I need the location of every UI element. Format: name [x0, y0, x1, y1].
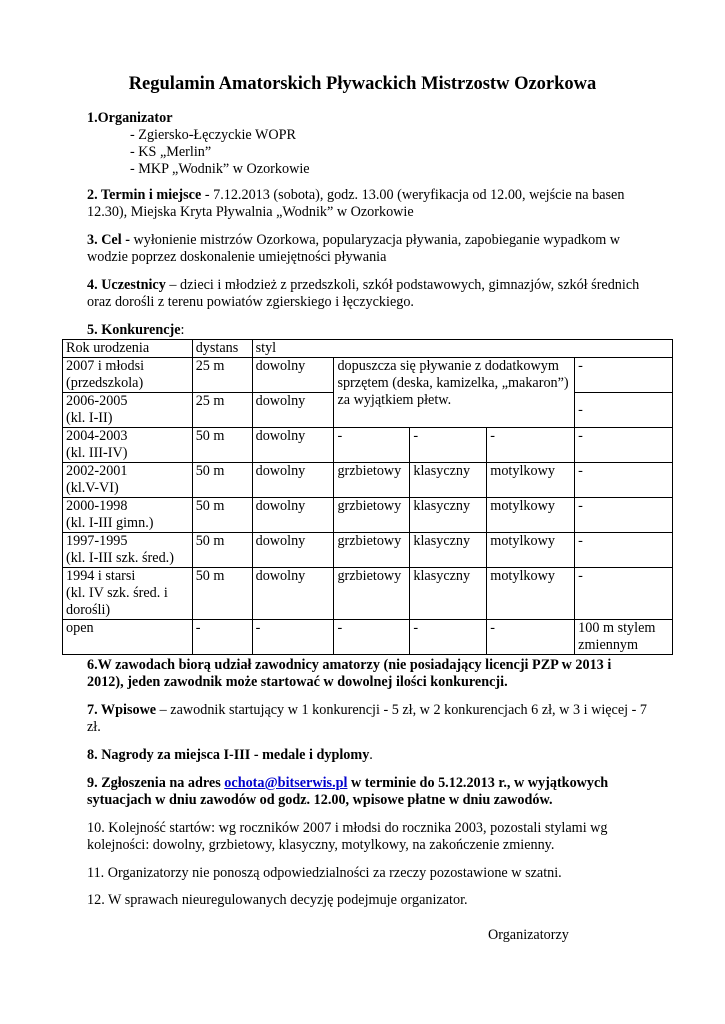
organizer-item: - MKP „Wodnik” w Ozorkowie [130, 161, 310, 177]
signature: Organizatorzy [488, 927, 569, 943]
cell-style: grzbietowy [334, 533, 410, 568]
section-5-label: 5. Konkurencje: [87, 322, 185, 338]
cell-style: dowolny [252, 428, 334, 463]
cell-style: motylkowy [487, 498, 575, 533]
cell-equipment-note: dopuszcza się pływanie z dodatkowym sprzętem (deska, kamizelka, „makaron”) za wyjątkiem płetw. [334, 358, 575, 428]
cell-medley: - [575, 463, 673, 498]
cell-style: grzbietowy [334, 498, 410, 533]
section-12: 12. W sprawach nieuregulowanych decyzję podejmuje organizator. [87, 892, 468, 908]
cell-style: dowolny [252, 463, 334, 498]
cell-medley: - [575, 533, 673, 568]
section-3-text: wyłonienie mistrzów Ozorkowa, popularyzacja pływania, zapobieganie wypadkom w wodzie poprzez doskonalenie umiejętności pływania [87, 232, 621, 265]
cell-medley: - [575, 358, 673, 393]
section-8-label: 8. Nagrody za miejsca I-III - medale i dyplomy [87, 747, 370, 763]
section-7 [87, 702, 647, 736]
cell-distance: 50 m [192, 428, 252, 463]
cell-distance: 25 m [192, 393, 252, 428]
cell-year: 2004-2003 (kl. III-IV) [63, 428, 193, 463]
cell-style: - [334, 428, 410, 463]
table-row [63, 568, 673, 620]
section-7-label: 7. Wpisowe [87, 702, 157, 718]
header-style: styl [252, 340, 672, 358]
section-6: 6.W zawodach biorą udział zawodnicy amatorzy (nie posiadający licencji PZP w 2013 i 2012), jeden zawodnik może startować w dowolnej ilości konkurencji. [87, 657, 612, 690]
cell-style: dowolny [252, 358, 334, 393]
cell-style: - [410, 620, 487, 655]
organizer-item: - KS „Merlin” [130, 144, 212, 160]
cell-style: - [410, 428, 487, 463]
cell-medley: 100 m stylem zmiennym [575, 620, 673, 655]
section-2-label: 2. Termin i miejsce [87, 187, 202, 203]
table-row [63, 428, 673, 463]
cell-distance: 50 m [192, 463, 252, 498]
cell-distance: - [192, 620, 252, 655]
header-year: Rok urodzenia [63, 340, 193, 358]
competitions-table [62, 339, 673, 655]
section-4-text: – dzieci i młodzież z przedszkoli, szkół podstawowych, gimnazjów, szkół średnich oraz dorośli z terenu powiatów zgierskiego i łęczyckiego. [87, 277, 640, 310]
table-row [63, 533, 673, 568]
table-row [63, 358, 673, 393]
cell-style: klasyczny [410, 533, 487, 568]
section-2-text: - 7.12.2013 (sobota), godz. 13.00 (weryfikacja od 12.00, wejście na basen 12.30), Miejska Kryta Pływalnia „Wodnik” w Ozorkowie [87, 187, 625, 220]
document-title: Regulamin Amatorskich Pływackich Mistrzostw Ozorkowa [128, 74, 597, 94]
cell-year: 1994 i starsi (kl. IV szk. śred. i dorośli) [63, 568, 193, 620]
cell-style: motylkowy [487, 533, 575, 568]
email-link[interactable]: ochota@bitserwis.pl [224, 775, 348, 791]
table-row [63, 498, 673, 533]
cell-style: klasyczny [410, 568, 487, 620]
table-header-row [63, 340, 673, 358]
cell-year: open [63, 620, 193, 655]
cell-year: 2000-1998 (kl. I-III gimn.) [63, 498, 193, 533]
cell-style: motylkowy [487, 463, 575, 498]
cell-style: - [487, 620, 575, 655]
cell-medley: - [575, 498, 673, 533]
cell-style: - [487, 428, 575, 463]
cell-distance: 50 m [192, 568, 252, 620]
cell-style: motylkowy [487, 568, 575, 620]
cell-style: - [334, 620, 410, 655]
cell-distance: 25 m [192, 358, 252, 393]
section-11: 11. Organizatorzy nie ponoszą odpowiedzialności za rzeczy pozostawione w szatni. [87, 865, 562, 881]
section-10: 10. Kolejność startów: wg roczników 2007 i młodsi do rocznika 2003, pozostali stylami wg kolejności: dowolny, grzbietowy, klasyczny, motylkowy, na zakończenie zmienny. [87, 820, 608, 853]
section-7-text: – zawodnik startujący w 1 konkurencji - 5 zł, w 2 konkurencjach 6 zł, w 3 i więcej - 7 zł. [87, 702, 648, 735]
cell-year: 2002-2001 (kl.V-VI) [63, 463, 193, 498]
cell-distance: 50 m [192, 498, 252, 533]
cell-distance: 50 m [192, 533, 252, 568]
cell-style: dowolny [252, 498, 334, 533]
section-2 [87, 187, 647, 221]
section-1-label: 1.Organizator [87, 110, 173, 126]
cell-year: 2006-2005 (kl. I-II) [63, 393, 193, 428]
cell-year: 2007 i młodsi (przedszkola) [63, 358, 193, 393]
cell-style: - [252, 620, 334, 655]
organizer-item: - Zgiersko-Łęczyckie WOPR [130, 127, 296, 143]
cell-style: klasyczny [410, 463, 487, 498]
cell-style: dowolny [252, 533, 334, 568]
section-4 [87, 277, 647, 311]
table-row [63, 463, 673, 498]
section-3 [87, 232, 647, 266]
cell-year: 1997-1995 (kl. I-III szk. śred.) [63, 533, 193, 568]
section-8: 8. Nagrody za miejsca I-III - medale i dyplomy. [87, 747, 373, 763]
cell-medley: - [575, 428, 673, 463]
cell-style: grzbietowy [334, 463, 410, 498]
cell-style: klasyczny [410, 498, 487, 533]
cell-style: dowolny [252, 393, 334, 428]
cell-medley: - [575, 568, 673, 620]
section-9: 9. Zgłoszenia na adres ochota@bitserwis.pl w terminie do 5.12.2013 r., w wyjątkowych sytuacjach w dniu zawodów od godz. 12.00, wpisowe płatne w dniu zawodów. [87, 775, 609, 808]
cell-style: dowolny [252, 568, 334, 620]
organizer-list [130, 127, 310, 178]
section-4-label: 4. Uczestnicy [87, 277, 166, 293]
table-row [63, 620, 673, 655]
section-3-label: 3. Cel - [87, 232, 130, 248]
cell-style: grzbietowy [334, 568, 410, 620]
header-distance: dystans [192, 340, 252, 358]
cell-medley: - [575, 393, 673, 428]
